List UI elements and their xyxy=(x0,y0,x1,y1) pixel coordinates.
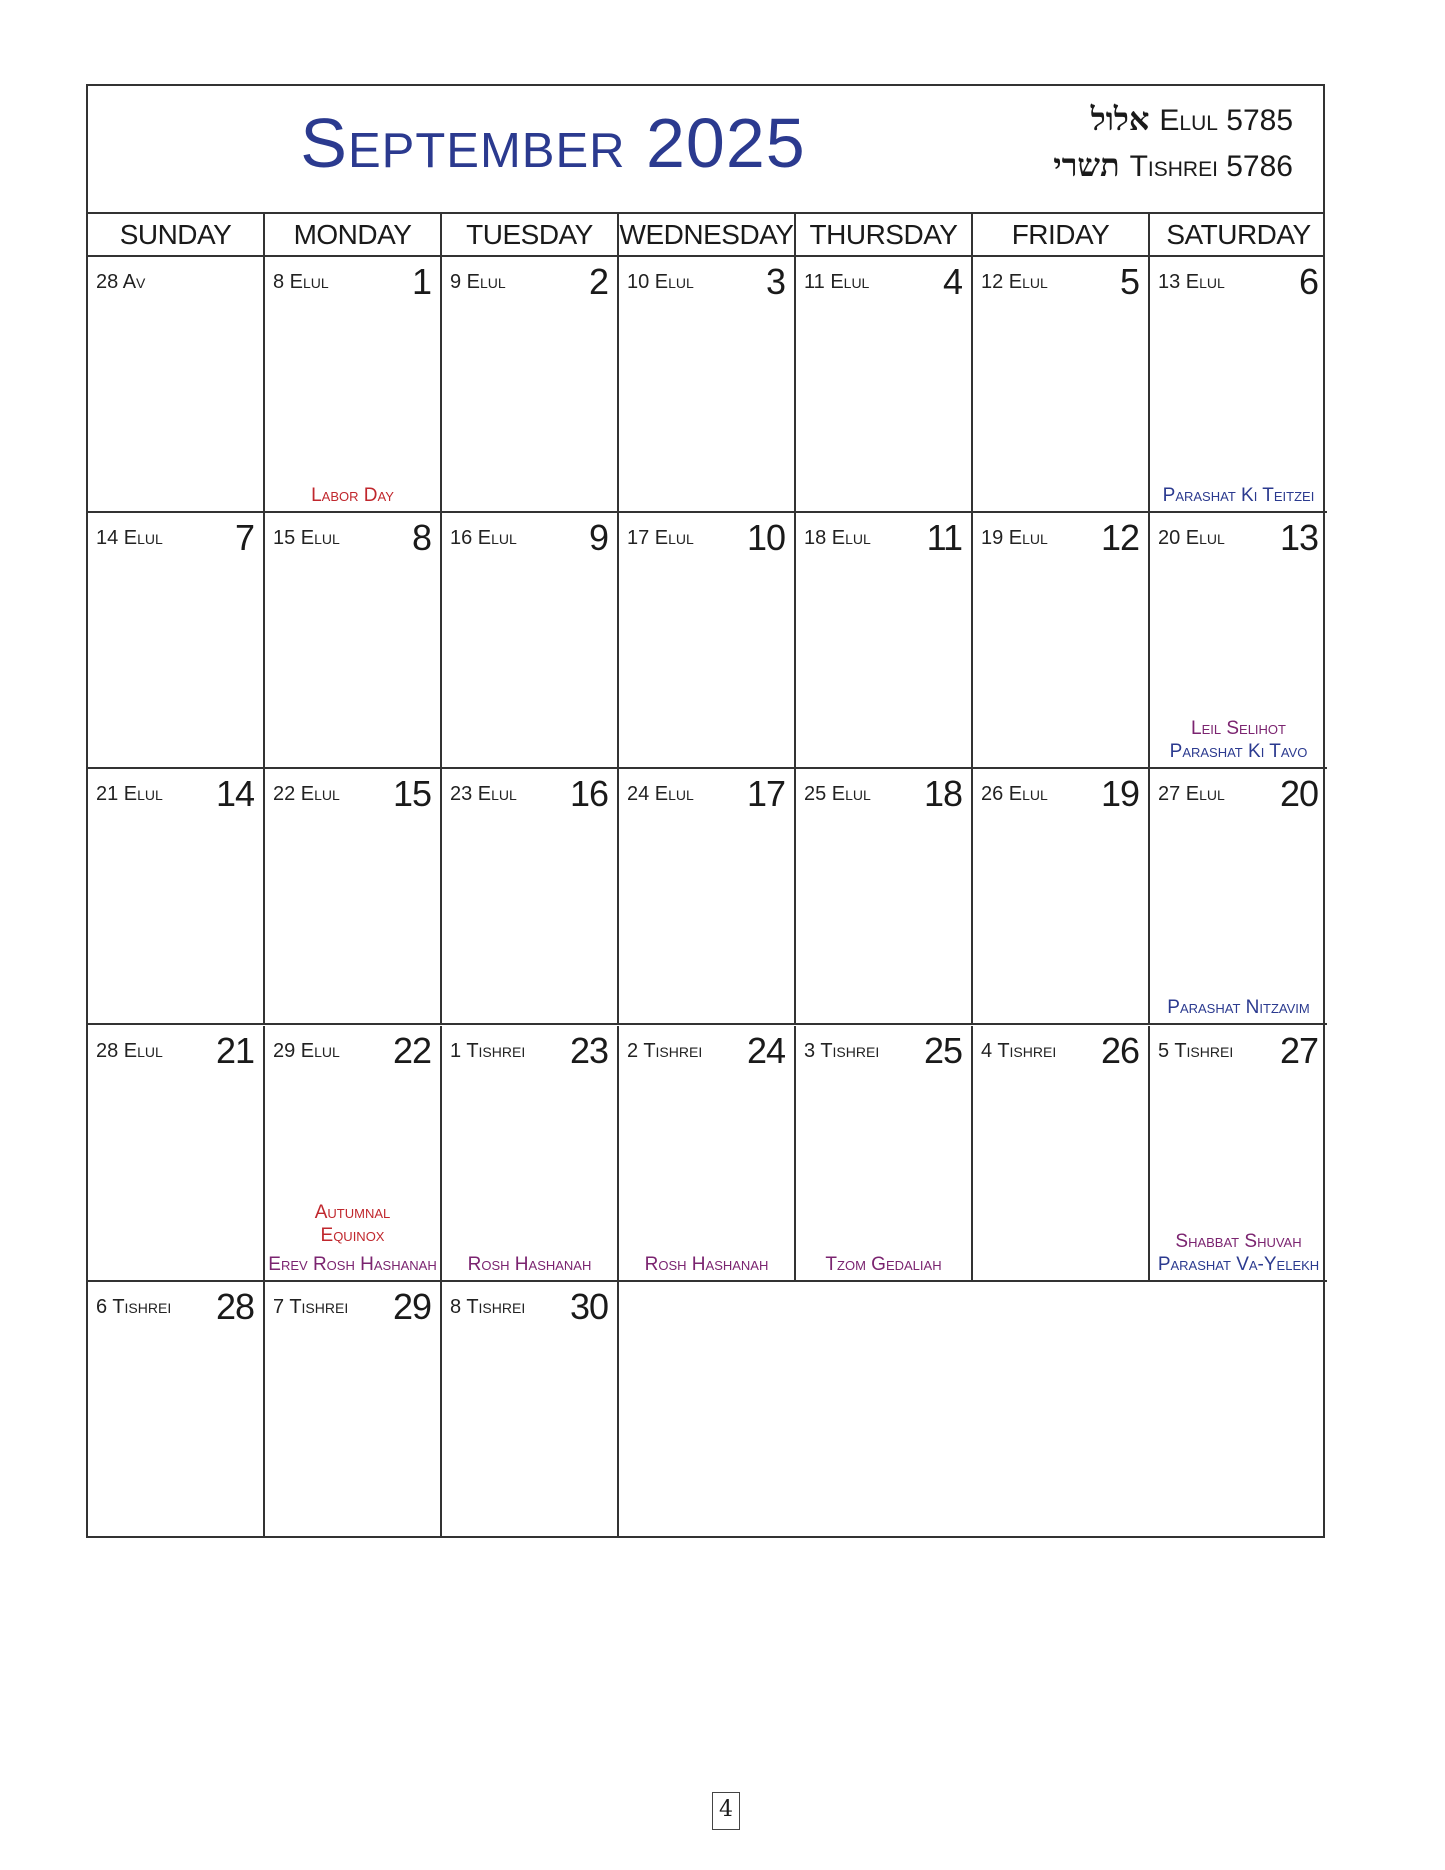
hebrew-date: 6 Tishrei xyxy=(96,1296,172,1318)
hebrew-date: 27 Elul xyxy=(1158,783,1225,805)
calendar-grid xyxy=(88,257,1323,1538)
day-cell[interactable] xyxy=(973,257,1150,513)
hebrew-month-name: תשרי xyxy=(1053,146,1120,184)
hebrew-month-name: אלול xyxy=(1090,100,1150,138)
day-number: 16 xyxy=(569,773,608,814)
event-label: Parashat Ki Tavo xyxy=(1169,741,1308,762)
page-number: 4 xyxy=(712,1792,740,1830)
day-cell[interactable] xyxy=(796,513,973,769)
hebrew-date: 13 Elul xyxy=(1158,271,1225,293)
day-cell[interactable] xyxy=(1150,769,1327,1025)
hebrew-date: 18 Elul xyxy=(804,527,871,549)
hebrew-date: 28 Elul xyxy=(96,1040,163,1062)
day-number: 19 xyxy=(1100,773,1139,814)
day-cell[interactable] xyxy=(442,1026,619,1282)
day-number: 26 xyxy=(1100,1030,1139,1071)
day-cell[interactable] xyxy=(1150,1026,1327,1282)
day-events xyxy=(444,1253,615,1276)
event-label: Erev Rosh Hashanah xyxy=(268,1254,437,1275)
hebrew-date: 17 Elul xyxy=(627,527,694,549)
hebrew-date: 4 Tishrei xyxy=(981,1040,1057,1062)
day-cell[interactable] xyxy=(619,257,796,513)
day-number: 5 xyxy=(1119,261,1139,302)
day-number: 3 xyxy=(765,261,785,302)
month-title: September 2025 xyxy=(300,104,806,182)
day-number: 30 xyxy=(569,1286,608,1327)
day-cell[interactable] xyxy=(442,257,619,513)
day-cell[interactable] xyxy=(973,513,1150,769)
day-number: 27 xyxy=(1279,1030,1318,1071)
hebrew-date: 12 Elul xyxy=(981,271,1048,293)
event-label: Tzom Gedaliah xyxy=(825,1254,942,1275)
day-cell[interactable] xyxy=(619,1026,796,1282)
day-events xyxy=(267,1201,438,1276)
day-number: 20 xyxy=(1279,773,1318,814)
day-cell[interactable] xyxy=(265,513,442,769)
hebrew-date: 29 Elul xyxy=(273,1040,340,1062)
hebrew-date: 25 Elul xyxy=(804,783,871,805)
hebrew-date: 26 Elul xyxy=(981,783,1048,805)
day-cell[interactable] xyxy=(442,769,619,1025)
hebrew-date: 21 Elul xyxy=(96,783,163,805)
day-number: 24 xyxy=(746,1030,785,1071)
hebrew-date: 23 Elul xyxy=(450,783,517,805)
hebrew-date: 3 Tishrei xyxy=(804,1040,880,1062)
hebrew-date: 24 Elul xyxy=(627,783,694,805)
day-cell[interactable] xyxy=(265,1282,442,1538)
day-cell[interactable] xyxy=(973,1026,1150,1282)
day-number: 22 xyxy=(392,1030,431,1071)
day-cell[interactable] xyxy=(442,513,619,769)
day-cell[interactable] xyxy=(442,1282,619,1538)
day-number: 11 xyxy=(926,517,962,558)
hebrew-date: 5 Tishrei xyxy=(1158,1040,1234,1062)
hebrew-month-tishrei xyxy=(1053,146,1293,184)
day-cell[interactable] xyxy=(88,257,265,513)
weekday-monday: MONDAY xyxy=(265,214,442,255)
day-number: 4 xyxy=(942,261,962,302)
event-label: Parashat Ki Teitzei xyxy=(1162,485,1315,506)
hebrew-month-label: Elul 5785 xyxy=(1159,104,1293,137)
hebrew-date: 16 Elul xyxy=(450,527,517,549)
day-number: 29 xyxy=(392,1286,431,1327)
event-label: Labor Day xyxy=(311,485,394,506)
day-number: 14 xyxy=(215,773,254,814)
day-number: 21 xyxy=(215,1030,254,1071)
weekday-sunday: SUNDAY xyxy=(88,214,265,255)
day-number: 12 xyxy=(1100,517,1139,558)
day-cell[interactable] xyxy=(265,257,442,513)
day-cell[interactable] xyxy=(796,769,973,1025)
day-number: 10 xyxy=(746,517,785,558)
day-events xyxy=(798,1253,969,1276)
hebrew-date: 14 Elul xyxy=(96,527,163,549)
hebrew-date: 10 Elul xyxy=(627,271,694,293)
day-cell[interactable] xyxy=(265,769,442,1025)
hebrew-date: 22 Elul xyxy=(273,783,340,805)
weekday-tuesday: TUESDAY xyxy=(442,214,619,255)
day-number: 8 xyxy=(411,517,431,558)
calendar-header xyxy=(88,86,1323,214)
day-cell[interactable] xyxy=(265,1026,442,1282)
day-cell[interactable] xyxy=(1150,513,1327,769)
event-label: Equinox xyxy=(320,1225,385,1246)
day-cell[interactable] xyxy=(619,769,796,1025)
hebrew-month-elul xyxy=(1090,100,1293,138)
day-cell[interactable] xyxy=(973,769,1150,1025)
day-number: 25 xyxy=(923,1030,962,1071)
event-label: Autumnal xyxy=(314,1202,391,1223)
hebrew-date: 8 Tishrei xyxy=(450,1296,526,1318)
day-cell[interactable] xyxy=(88,769,265,1025)
hebrew-date: 9 Elul xyxy=(450,271,506,293)
hebrew-month-label: Tishrei 5786 xyxy=(1129,150,1293,183)
day-events xyxy=(621,1253,792,1276)
day-number: 1 xyxy=(411,261,431,302)
day-number: 6 xyxy=(1298,261,1318,302)
hebrew-date: 15 Elul xyxy=(273,527,340,549)
day-cell[interactable] xyxy=(88,1282,265,1538)
day-number: 13 xyxy=(1279,517,1318,558)
weekday-friday: FRIDAY xyxy=(973,214,1150,255)
hebrew-date: 19 Elul xyxy=(981,527,1048,549)
event-label: Rosh Hashanah xyxy=(644,1254,769,1275)
weekday-wednesday: WEDNESDAY xyxy=(619,214,796,255)
day-cell[interactable] xyxy=(88,1026,265,1282)
calendar xyxy=(86,84,1325,1538)
day-events xyxy=(1152,717,1325,763)
day-events xyxy=(1152,996,1325,1019)
event-label: Leil Selihot xyxy=(1191,718,1286,739)
day-number: 18 xyxy=(923,773,962,814)
day-cell[interactable] xyxy=(796,257,973,513)
day-number: 17 xyxy=(746,773,785,814)
day-events xyxy=(1152,1230,1325,1276)
event-label: Parashat Nitzavim xyxy=(1167,997,1310,1018)
day-number: 2 xyxy=(588,261,608,302)
day-number: 7 xyxy=(234,517,254,558)
hebrew-date: 20 Elul xyxy=(1158,527,1225,549)
day-cell[interactable] xyxy=(619,513,796,769)
day-cell[interactable] xyxy=(88,513,265,769)
day-number: 9 xyxy=(588,517,608,558)
event-label: Shabbat Shuvah xyxy=(1175,1231,1302,1252)
hebrew-date: 2 Tishrei xyxy=(627,1040,703,1062)
hebrew-date: 1 Tishrei xyxy=(450,1040,526,1062)
day-number: 28 xyxy=(215,1286,254,1327)
hebrew-date: 8 Elul xyxy=(273,271,329,293)
event-label: Parashat Va-Yelekh xyxy=(1157,1254,1320,1275)
day-cell[interactable] xyxy=(1150,257,1327,513)
day-number: 15 xyxy=(392,773,431,814)
hebrew-date: 7 Tishrei xyxy=(273,1296,349,1318)
weekday-saturday: SATURDAY xyxy=(1166,219,1311,250)
day-number: 23 xyxy=(569,1030,608,1071)
day-events xyxy=(1152,484,1325,507)
hebrew-date: 28 Av xyxy=(96,271,146,293)
day-cell[interactable] xyxy=(796,1026,973,1282)
weekday-header-row xyxy=(88,214,1323,257)
event-label: Rosh Hashanah xyxy=(467,1254,592,1275)
hebrew-date: 11 Elul xyxy=(804,271,870,293)
weekday-thursday: THURSDAY xyxy=(796,214,973,255)
day-events xyxy=(267,484,438,507)
